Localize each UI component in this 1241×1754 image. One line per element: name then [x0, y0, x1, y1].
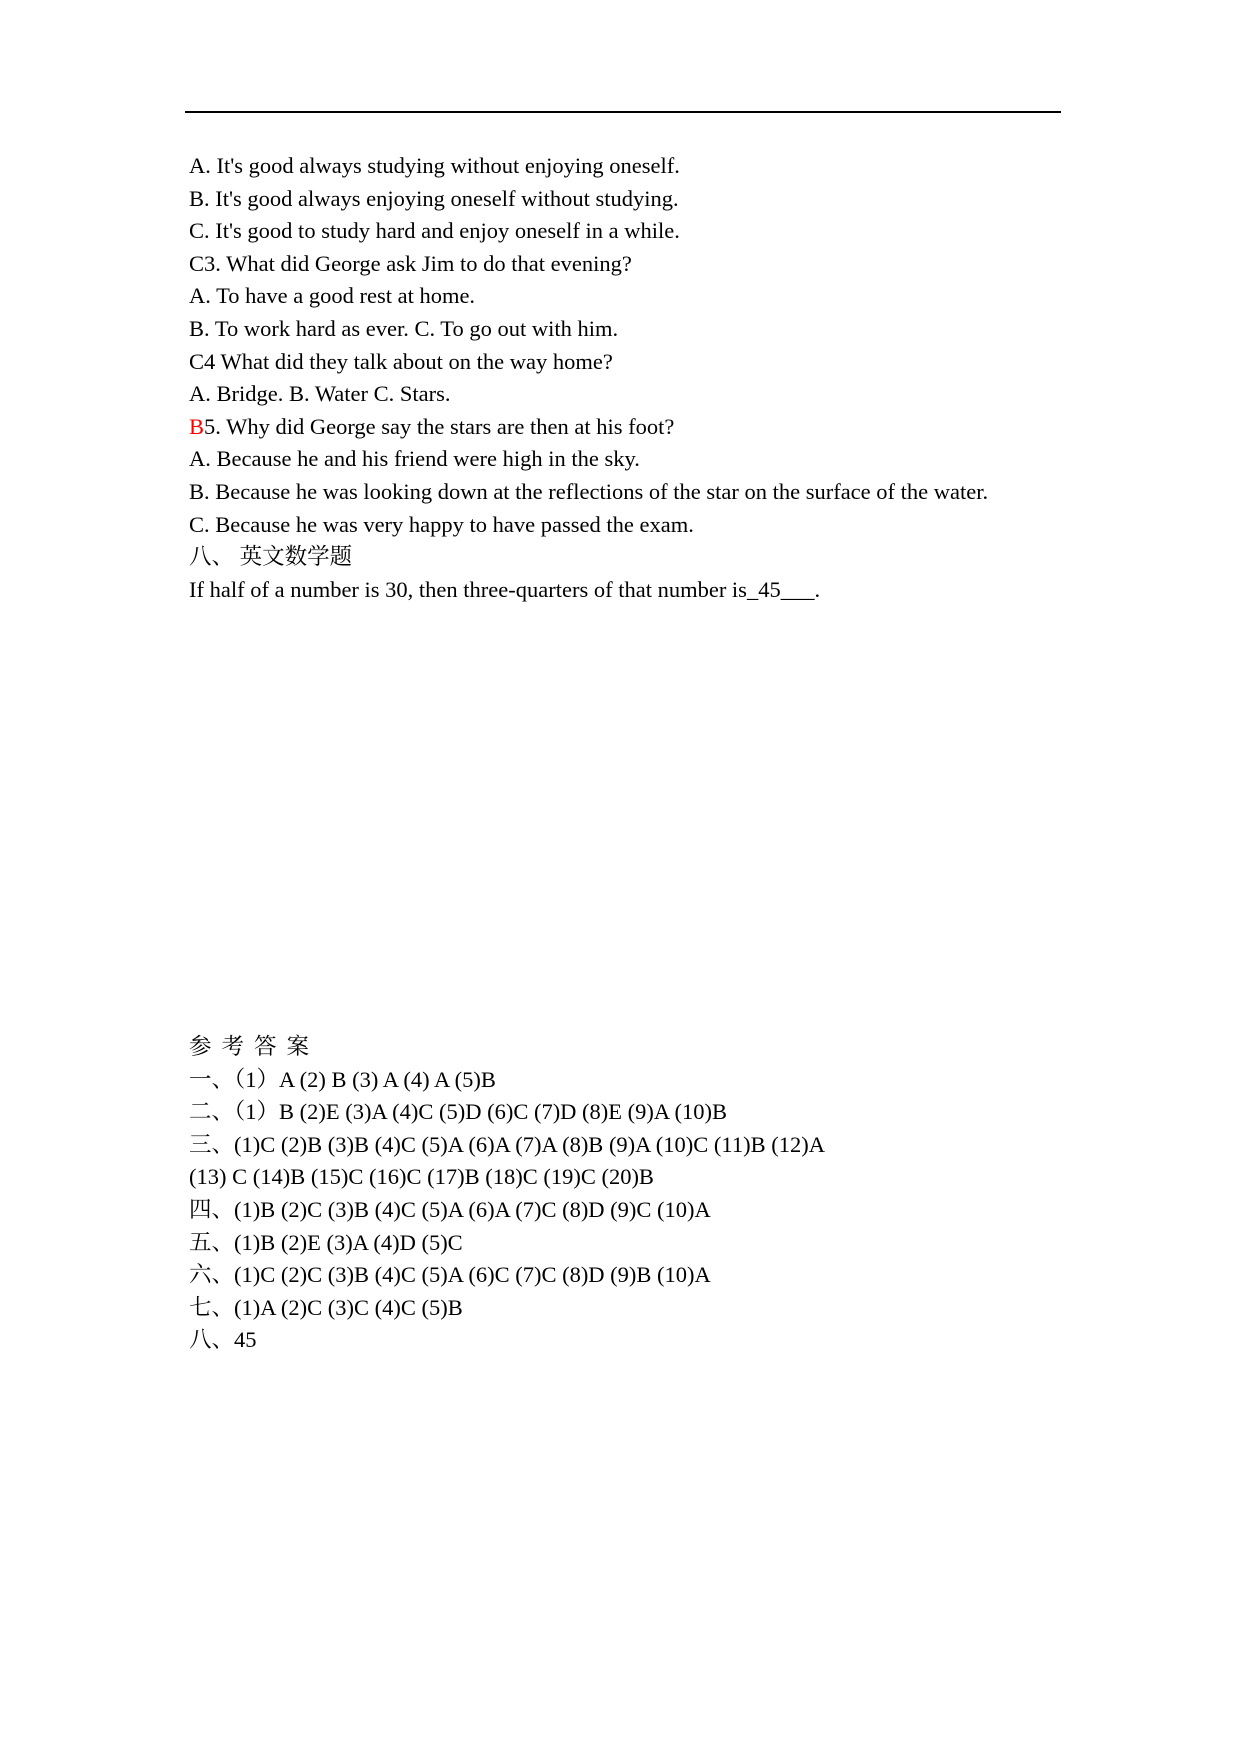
answer-line: 八、45: [189, 1327, 257, 1353]
answer-line: 五、(1)B (2)E (3)A (4)D (5)C: [189, 1229, 463, 1255]
header-rule: [185, 111, 1061, 113]
section8-question: If half of a number is 30, then three-quarters of that number is_45___.: [189, 576, 821, 602]
q2-option-b: B. It's good always enjoying oneself without studying.: [189, 185, 679, 211]
q4-question: C4 What did they talk about on the way home?: [189, 348, 613, 374]
answer-line: (13) C (14)B (15)C (16)C (17)B (18)C (19)C (20)B: [189, 1164, 654, 1190]
q4-options: A. Bridge. B. Water C. Stars.: [189, 381, 451, 407]
answer-line: 四、(1)B (2)C (3)B (4)C (5)A (6)A (7)C (8)D (9)C (10)A: [189, 1196, 711, 1222]
q3-option-a: A. To have a good rest at home.: [189, 283, 476, 309]
q2-option-a: A. It's good always studying without enjoying oneself.: [189, 153, 680, 178]
answer-line: 六、(1)C (2)C (3)B (4)C (5)A (6)C (7)C (8)D (9)B (10)A: [189, 1262, 711, 1288]
q5-answer-mark: B: [189, 413, 205, 439]
q5-option-a: A. Because he and his friend were high in the sky.: [189, 446, 640, 472]
answer-line: 七、(1)A (2)C (3)C (4)C (5)B: [189, 1294, 463, 1320]
q5-question-line: [189, 411, 1049, 444]
answer-line: 二、（1）B (2)E (3)A (4)C (5)D (6)C (7)D (8)E (9)A (10)B: [189, 1099, 728, 1125]
section8-heading: 八、 英文数学题: [189, 544, 353, 570]
q3-question: C3. What did George ask Jim to do that evening?: [189, 250, 632, 276]
answer-key-section: [189, 1031, 1049, 1357]
q3-option-bc: B. To work hard as ever. C. To go out with him.: [189, 315, 619, 341]
q2-option-c: C. It's good to study hard and enjoy oneself in a while.: [189, 218, 680, 244]
questions-section: [189, 150, 1049, 606]
answer-key-heading: 参考答案: [189, 1034, 320, 1059]
answer-line: 一、（1）A (2) B (3) A (4) A (5)B: [189, 1066, 496, 1092]
q5-option-b: B. Because he was looking down at the reflections of the star on the surface of the water.: [189, 478, 989, 504]
q5-option-c: C. Because he was very happy to have passed the exam.: [189, 511, 694, 537]
answer-line: 三、(1)C (2)B (3)B (4)C (5)A (6)A (7)A (8)B (9)A (10)C (11)B (12)A: [189, 1131, 825, 1157]
q5-question: 5. Why did George say the stars are then at his foot?: [204, 413, 675, 439]
